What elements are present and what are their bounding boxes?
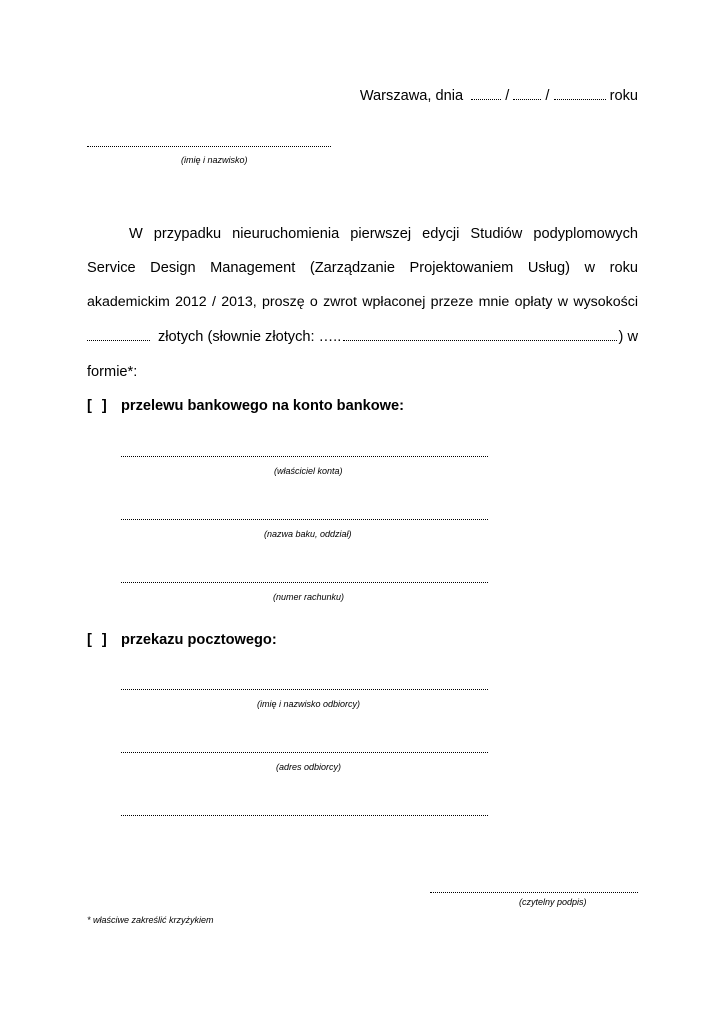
account-owner-field[interactable] xyxy=(121,456,488,457)
account-owner-caption: (właściciel konta) xyxy=(274,466,343,476)
date-slash-1: / xyxy=(505,88,510,104)
paragraph-line-4-end: ) w xyxy=(618,329,638,345)
year-suffix: roku xyxy=(609,88,638,104)
name-field xyxy=(87,146,331,147)
bank-name-field[interactable] xyxy=(121,519,488,520)
day-field xyxy=(471,99,501,100)
recipient-address-field-2[interactable] xyxy=(121,815,488,816)
month-field xyxy=(513,99,541,100)
paragraph-line-4 xyxy=(87,329,638,345)
paragraph-line-1: W przypadku nieuruchomienia pierwszej edycji Studiów podyplomowych xyxy=(129,226,638,242)
amount-field xyxy=(87,340,150,341)
amount-words-field xyxy=(343,340,616,341)
postal-order-checkbox[interactable]: [ ] xyxy=(87,632,107,648)
postal-order-label: przekazu pocztowego: xyxy=(121,632,277,648)
bank-transfer-label: przelewu bankowego na konto bankowe: xyxy=(121,398,404,414)
account-number-field[interactable] xyxy=(121,582,488,583)
paragraph-line-5: formie*: xyxy=(87,364,138,380)
date-line xyxy=(360,88,638,104)
signature-field[interactable] xyxy=(430,892,638,893)
paragraph-line-3: akademickim 2012 / 2013, proszę o zwrot wpłaconej przeze mnie opłaty w wysokości xyxy=(87,294,638,310)
year-field xyxy=(554,99,606,100)
footnote: * właściwe zakreślić krzyżykiem xyxy=(87,915,214,925)
recipient-address-caption: (adres odbiorcy) xyxy=(276,762,342,772)
bank-name-caption: (nazwa baku, oddział) xyxy=(264,529,352,539)
amount-words-label: złotych (słownie złotych: ….. xyxy=(158,329,342,345)
signature-caption: (czytelny podpis) xyxy=(519,897,587,907)
account-number-caption: (numer rachunku) xyxy=(273,592,345,602)
paragraph-line-2: Service Design Management (Zarządzanie Projektowaniem Usług) w roku xyxy=(87,260,638,276)
bank-transfer-checkbox[interactable]: [ ] xyxy=(87,398,107,414)
name-caption: (imię i nazwisko) xyxy=(181,155,248,165)
date-slash-2: / xyxy=(545,88,550,104)
recipient-name-caption: (imię i nazwisko odbiorcy) xyxy=(257,699,361,709)
place-date-prefix: Warszawa, dnia xyxy=(359,88,464,104)
recipient-address-field[interactable] xyxy=(121,752,488,753)
recipient-name-field[interactable] xyxy=(121,689,488,690)
